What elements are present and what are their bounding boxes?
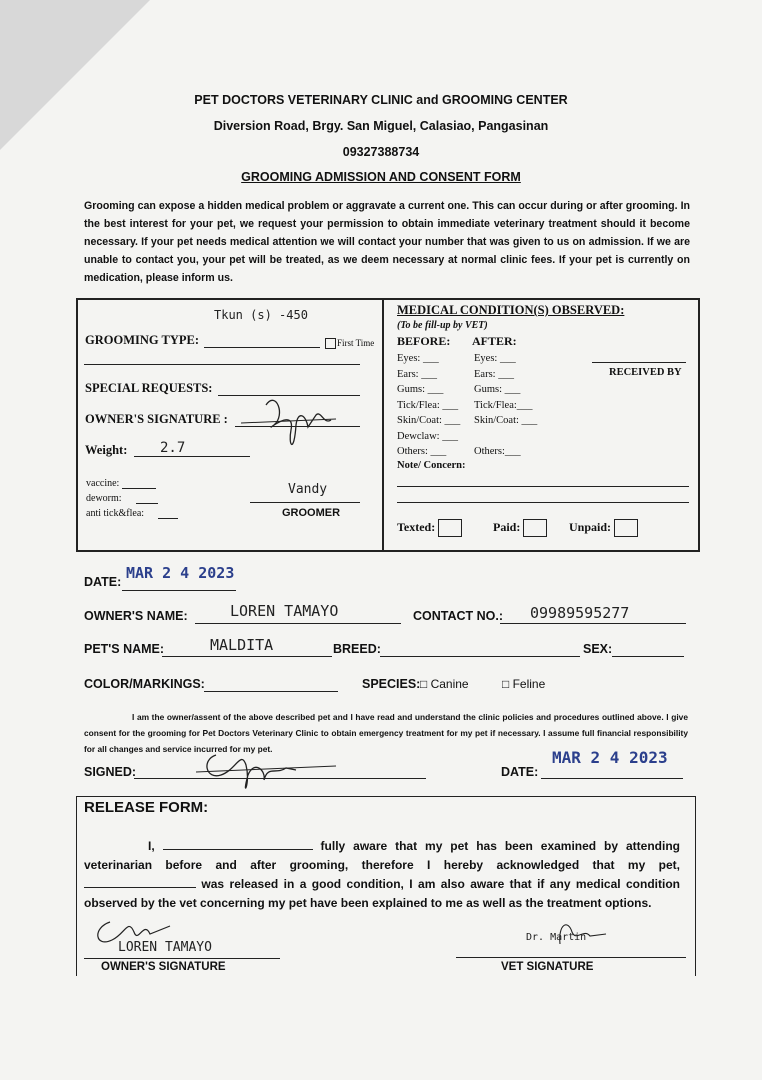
deworm-line[interactable] [136, 503, 158, 504]
owner-signature-label: OWNER'S SIGNATURE : [85, 412, 228, 426]
texted-field [397, 519, 462, 537]
unpaid-field [569, 519, 638, 537]
species-label: SPECIES: [362, 677, 421, 691]
groomer-signature: Vandy [288, 482, 328, 497]
deworm-label: deworm: [86, 493, 122, 504]
note-line-2[interactable] [397, 502, 689, 503]
form-title: GROOMING ADMISSION AND CONSENT FORM [241, 170, 521, 184]
clinic-phone: 09327388734 [342, 145, 420, 159]
clinic-address: Diversion Road, Brgy. San Miguel, Calasiao, Pangasinan [213, 119, 549, 133]
consent-paragraph: I am the owner/assent of the above described pet and I have read and understand the clinic policies and procedures outlined above. I give consent for the grooming for Pet Doctors Veterinary Clinic to obtain emergency treatment for my pet if necessary. I assume full financial responsibility for all changes and service incurred for my pet. [84, 712, 688, 754]
after-item: Tick/Flea:___ [474, 399, 533, 411]
date-stamp: MAR 2 4 2023 [126, 564, 235, 582]
unpaid-label: Unpaid: [569, 519, 612, 534]
medical-subtitle: (To be fill-up by VET) [397, 320, 488, 331]
received-by-label: RECEIVED BY [609, 367, 682, 378]
signed-label: SIGNED: [84, 765, 137, 779]
after-item: Eyes: ___ [474, 353, 516, 364]
vet-signature-line[interactable] [456, 957, 686, 958]
after-item: Others:___ [474, 446, 521, 457]
breed-label: BREED: [333, 642, 381, 656]
vaccine-line[interactable] [122, 488, 156, 489]
before-item: Eyes: ___ [397, 353, 439, 364]
vaccine-label: vaccine: [86, 478, 120, 489]
box-divider [382, 300, 384, 550]
pet-name-line[interactable] [162, 656, 332, 657]
pet-name-label: PET'S NAME: [84, 642, 165, 656]
owner-signature-scribble [236, 385, 346, 460]
canine-option[interactable]: □ Canine [420, 677, 469, 691]
vet-signature-name: Dr. Martin [526, 932, 587, 943]
color-line[interactable] [204, 691, 338, 692]
contact-value: 09989595277 [530, 604, 630, 622]
after-list [474, 351, 537, 460]
groomer-label: GROOMER [282, 507, 341, 519]
first-time-checkbox[interactable] [325, 338, 336, 349]
owner-release-name: LOREN TAMAYO [118, 940, 212, 955]
signed-date-stamp: MAR 2 4 2023 [552, 748, 668, 767]
color-label: COLOR/MARKINGS: [84, 677, 205, 691]
weight-line[interactable] [134, 456, 250, 457]
after-item: Skin/Coat: ___ [474, 415, 538, 426]
release-name-blank[interactable] [163, 839, 313, 850]
after-item: Gums: ___ [474, 384, 521, 395]
owner-name-value: LOREN TAMAYO [230, 602, 339, 620]
date-line[interactable] [122, 590, 236, 591]
breed-line[interactable] [380, 656, 580, 657]
vet-signature-scribble [540, 914, 610, 954]
paid-checkbox[interactable] [523, 519, 547, 537]
first-time-label: First Time [337, 338, 375, 348]
release-paragraph [84, 837, 680, 913]
before-item: Gums: ___ [397, 384, 444, 395]
grooming-extra-line[interactable] [84, 364, 360, 365]
antitick-line[interactable] [158, 518, 178, 519]
weight-label: Weight: [85, 443, 128, 457]
pet-name-value: MALDITA [210, 636, 274, 654]
after-item-spacer [474, 429, 537, 445]
texted-checkbox[interactable] [438, 519, 462, 537]
medical-title: MEDICAL CONDITION(S) OBSERVED: [397, 303, 625, 317]
texted-label: Texted: [397, 519, 436, 534]
paid-field [493, 519, 547, 537]
signed-date-label: DATE: [501, 765, 539, 779]
grooming-type-label: GROOMING TYPE: [85, 333, 200, 347]
grooming-note: Tkun (s) -450 [214, 308, 308, 322]
before-item: Skin/Coat: ___ [397, 415, 461, 426]
intro-paragraph: Grooming can expose a hidden medical problem or aggravate a current one. This can occur during or after grooming. In the best interest for your pet, we request your permission to obtain immediate veterinary treatment should it become necessary. If your pet needs medical attention we will contact your number that was given to us on admission. If we are unable to contact you, your pet will be treated, as we deem necessary at normal clinic fees. If your pet is currently on medication, please inform us. [84, 200, 690, 284]
owner-release-label: OWNER'S SIGNATURE [101, 961, 226, 973]
signed-date-line[interactable] [541, 778, 683, 779]
clinic-name: PET DOCTORS VETERINARY CLINIC and GROOMING CENTER [194, 93, 568, 107]
note-line-1[interactable] [397, 486, 689, 487]
special-requests-label: SPECIAL REQUESTS: [85, 381, 213, 395]
weight-value: 2.7 [160, 440, 186, 456]
release-i: I, [148, 839, 155, 853]
before-label: BEFORE: [397, 334, 451, 348]
release-title: RELEASE FORM: [84, 799, 209, 816]
owner-release-line[interactable] [84, 958, 280, 959]
release-text-2: was released in a good condition, I am also aware that if any medical condition observed by the vet concerning my pet have been explained to me as well as the treatment options. [84, 877, 680, 910]
contact-label: CONTACT NO.: [413, 609, 504, 623]
before-item: Tick/Flea: ___ [397, 399, 459, 411]
groomer-line[interactable] [250, 502, 360, 503]
feline-option[interactable]: □ Feline [502, 677, 546, 691]
sex-label: SEX: [583, 642, 613, 656]
sex-line[interactable] [612, 656, 684, 657]
note-label: Note/ Concern: [397, 460, 466, 471]
after-label: AFTER: [472, 334, 517, 348]
before-item: Ears: ___ [397, 368, 437, 380]
date-label: DATE: [84, 575, 122, 589]
before-list [397, 351, 460, 460]
received-by-line[interactable] [592, 362, 686, 363]
vet-signature-label: VET SIGNATURE [501, 961, 594, 973]
paid-label: Paid: [493, 519, 521, 534]
before-item: Others: ___ [397, 446, 447, 457]
owner-release-scribble [90, 910, 180, 960]
after-item: Ears: ___ [474, 368, 514, 380]
before-item: Dewclaw: ___ [397, 430, 458, 442]
grooming-type-line[interactable] [204, 347, 320, 348]
contact-line[interactable] [500, 623, 686, 624]
release-text-1: fully aware that my pet has been examined by attending veterinarian before and after grooming, therefore I hereby acknowledged that my pet, [84, 839, 680, 872]
antitick-label: anti tick&flea: [86, 508, 145, 519]
unpaid-checkbox[interactable] [614, 519, 638, 537]
owner-name-label: OWNER'S NAME: [84, 609, 188, 623]
owner-name-line[interactable] [195, 623, 401, 624]
release-pet-blank[interactable] [84, 877, 196, 888]
